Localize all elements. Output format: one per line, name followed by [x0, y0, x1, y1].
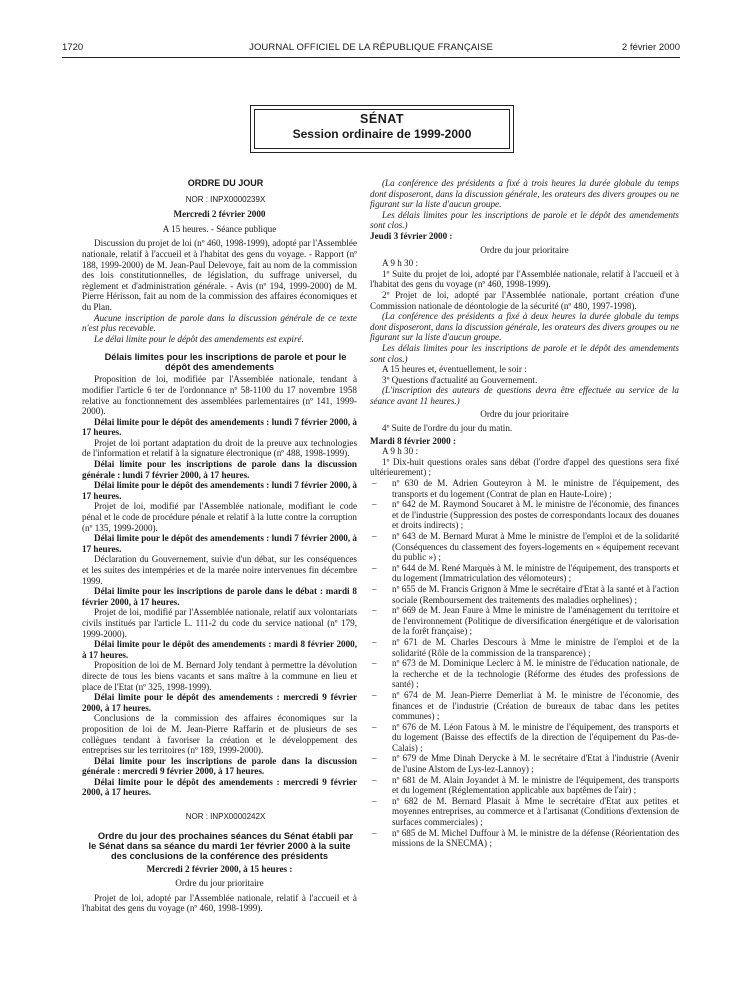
paragraph: Proposition de loi de M. Bernard Joly tendant à permettre la dévolution directe de tous les biens vacants et sans maître à la commune en lieu et place de l'Etat (nº 325, 1998-1999).	[82, 660, 357, 692]
session-time: A 15 heures. - Séance publique	[162, 223, 277, 234]
paragraph: Aucune inscription de parole dans la discussion générale de ce texte n'est plus recevable.	[82, 312, 357, 334]
question-text: nº 655 de M. Francis Grignon à Mme le secrétaire d'Etat à la santé et à l'action sociale (Remboursement des traitements des maladies orphelines) ;	[392, 583, 679, 605]
right-column	[370, 178, 679, 849]
list-item	[370, 796, 679, 828]
deadline: Délai limite pour le dépôt des amendements : mercredi 9 février 2000, à 17 heures.	[82, 776, 357, 798]
deadline: Délai limite pour les inscriptions de parole dans la discussion générale : lundi 7 février 2000, à 17 heures.	[82, 459, 357, 480]
paragraph: 3º Questions d'actualité au Gouvernement.	[382, 374, 538, 385]
dash-bullet: –	[372, 795, 377, 806]
paragraph: 2º Projet de loi, adopté par l'Assemblée nationale, portant création d'une Commission nationale de déontologie de la sécurité (nº 480, 1997-1998).	[370, 289, 679, 311]
paragraph: Proposition de loi, modifiée par l'Assemblée nationale, tendant à modifier l'article 6 ter de l'ordonnance nº 58-1100 du 17 novembre 1958 relative au fonctionnement des assemblées parlementaires (nº 141, 1999-2000).	[82, 374, 357, 417]
list-item	[370, 584, 679, 605]
list-item	[370, 722, 679, 754]
paragraph: 1º Suite du projet de loi, adopté par l'Assemblée nationale, relatif à l'accueil et à l'habitat des gens du voyage (nº 460, 1998-1999).	[370, 268, 679, 290]
paragraph: Projet de loi portant adaptation du droit de la preuve aux technologies de l'information et relatif à la signature électronique (nº 488, 1998-1999).	[82, 437, 357, 459]
deadline: Délai limite pour les inscriptions de parole dans la discussion générale : mercredi 9 février 2000, à 17 heures.	[82, 755, 357, 777]
paragraph: Projet de loi, modifié par l'Assemblée nationale, relatif aux volontariats civils institués par l'article L. 111-2 du code du service national (nº 179, 1999-2000).	[82, 607, 357, 639]
question-text: nº 643 de M. Bernard Murat à Mme le ministre de l'emploi et de la solidarité (Conséquences du classement des foyers-logements en « équipement recevant du public ») ;	[392, 531, 679, 563]
dash-bullet: –	[372, 636, 377, 647]
question-text: nº 671 de M. Charles Descours à Mme le ministre de l'emploi et de la solidarité (Rôle de la commission de la transparence) ;	[392, 636, 679, 658]
session-time: A 9 h 30 :	[382, 446, 418, 457]
deadline: Délai limite pour le dépôt des amendements : lundi 7 février 2000, à 17 heures.	[82, 416, 357, 438]
list-item	[370, 478, 679, 499]
list-item	[370, 531, 679, 563]
dash-bullet: –	[372, 478, 377, 489]
question-text: nº 642 de M. Raymond Soucaret à M. le ministre de l'économie, des finances et de l'industrie (Suppression des postes de correspondants locaux des douanes et droits indirects) ;	[392, 499, 679, 531]
nor-reference: NOR : INPX0000242X	[185, 812, 266, 822]
nor-reference: NOR : INPX0000239X	[185, 194, 266, 204]
dash-bullet: –	[372, 605, 377, 616]
paragraph: Déclaration du Gouvernement, suivie d'un débat, sur les conséquences et les suites des intempéries et de la marée noire intervenues fin décembre 1999.	[82, 554, 357, 586]
session-date: Mardi 8 février 2000 :	[370, 435, 456, 446]
list-item	[370, 605, 679, 637]
question-text: nº 644 de M. René Marquès à M. le ministre de l'équipement, des transports et du logement (Immatriculation des vélomoteurs) ;	[392, 562, 679, 584]
left-column	[82, 178, 357, 914]
paragraph: Le délai limite pour le dépôt des amendements est expiré.	[94, 333, 304, 344]
question-text: nº 681 de M. Alain Joyandet à M. le ministre de l'équipement, des transports et du logement (Réglementation applicable aux baptêmes de l'air) ;	[392, 774, 679, 796]
list-item	[370, 637, 679, 658]
list-item	[370, 753, 679, 774]
deadline: Délai limite pour le dépôt des amendements : lundi 7 février 2000, à 17 heures.	[82, 533, 357, 554]
question-text: nº 674 de M. Jean-Pierre Demerliat à M. le ministre de l'économie, des finances et de l'industrie (Création de bureaux de tabac dans les petites communes) ;	[392, 689, 679, 722]
deadline: Délai limite pour le dépôt des amendements : mercredi 9 février 2000, à 17 heures.	[82, 692, 357, 713]
question-text: nº 679 de Mme Dinah Derycke à M. le secrétaire d'Etat à l'industrie (Avenir de l'usine Alstom de Lys-lez-Lannoy) ;	[392, 753, 679, 775]
priority-heading: Ordre du jour prioritaire	[175, 878, 264, 889]
list-item	[370, 499, 679, 531]
session-date: Mercredi 2 février 2000, à 15 heures :	[146, 863, 293, 874]
paragraph: 4º Suite de l'ordre du jour du matin.	[382, 423, 513, 434]
deadline: Délai limite pour le dépôt des amendements : lundi 7 février 2000, à 17 heures.	[82, 480, 357, 501]
paragraph: Conclusions de la commission des affaires économiques sur la proposition de loi de M. Jean-Pierre Raffarin et de plusieurs de ses collègues tendant à favoriser la création et le développement des entreprises sur les territoires (nº 189, 1999-2000).	[82, 713, 357, 756]
paragraph: Les délais limites pour les inscriptions de parole et le dépôt des amendements sont clos.)	[370, 342, 679, 364]
banner-title: SÉNAT	[360, 112, 404, 126]
paragraph: (La conférence des présidents a fixé à deux heures la durée globale du temps dont disposeront, dans la discussion générale, les orateurs des divers groupes ou ne figurant sur la liste d'aucun groupe.	[370, 311, 679, 343]
session-date: Mercredi 2 février 2000	[173, 209, 266, 220]
session-time: A 9 h 30 :	[382, 258, 418, 269]
question-list	[370, 478, 679, 849]
list-item	[370, 658, 679, 690]
question-text: nº 673 de M. Dominique Leclerc à M. le ministre de l'éducation nationale, de la recherche et de la technologie (Réforme des études des professions de santé) ;	[392, 658, 679, 690]
dash-bullet: –	[372, 562, 377, 573]
paragraph: Discussion du projet de loi (nº 460, 1998-1999), adopté par l'Assemblée nationale, relatif à l'accueil et à l'habitat des gens du voyage. - Rapport (nº 188, 1999-2000) de M. Jean-Paul Delevoye, fait au nom de la commission des lois constitutionnelles, de législation, du suffrage universel, du règlement et d'administration générale. - Avis (nº 194, 1999-2000) de M. Pierre Hérisson, fait au nom de la commission des affaires économiques et du Plan.	[82, 238, 357, 312]
dash-bullet: –	[372, 774, 377, 785]
dash-bullet: –	[372, 721, 377, 732]
list-item	[370, 828, 679, 849]
priority-heading: Ordre du jour prioritaire	[480, 409, 569, 420]
journal-title: JOURNAL OFFICIEL DE LA RÉPUBLIQUE FRANÇAISE	[249, 42, 493, 53]
issue-date: 2 février 2000	[621, 42, 680, 53]
paragraph: Projet de loi, modifié par l'Assemblée nationale, modifiant le code pénal et le code de procédure pénale et relatif à la lutte contre la corruption (nº 135, 1999-2000).	[82, 501, 357, 533]
banner-subtitle: Session ordinaire de 1999-2000	[292, 127, 472, 141]
dash-bullet: –	[372, 689, 377, 700]
list-item	[370, 775, 679, 796]
agenda-title: ORDRE DU JOUR	[187, 178, 264, 188]
question-text: nº 685 de M. Michel Duffour à M. le ministre de la défense (Réorientation des missions de la SNECMA) ;	[392, 827, 679, 849]
list-item	[370, 563, 679, 584]
dash-bullet: –	[372, 531, 377, 541]
paragraph: Projet de loi, adopté par l'Assemblée nationale, relatif à l'accueil et à l'habitat des gens du voyage (nº 460, 1998-1999).	[82, 892, 357, 914]
dash-bullet: –	[372, 583, 377, 594]
dash-bullet: –	[372, 753, 377, 764]
session-time: A 15 heures et, éventuellement, le soir :	[382, 364, 527, 375]
deadline: Délai limite pour le dépôt des amendements : mardi 8 février 2000, à 17 heures.	[82, 639, 357, 660]
question-text: nº 669 de M. Jean Faure à Mme le ministre de l'aménagement du territoire et de l'environnement (Politique de diversification énergétique et de valorisation de la forêt française) ;	[392, 605, 679, 637]
deadline: Délai limite pour les inscriptions de parole dans le débat : mardi 8 février 2000, à 17 heures.	[82, 586, 357, 607]
page-number: 1720	[62, 42, 84, 53]
paragraph: (La conférence des présidents a fixé à trois heures la durée globale du temps dont disposeront, dans la discussion générale, les orateurs des divers groupes ou ne figurant sur la liste d'aucun groupe.	[370, 178, 679, 210]
section-heading: Ordre du jour des prochaines séances du Sénat établi par le Sénat dans sa séance du mardi 1er février 2000 à la suite des conclusions de la conférence des présidents	[88, 830, 354, 861]
header-rule	[62, 57, 680, 58]
section-heading: Délais limites pour les inscriptions de parole et pour le dépôt des amendements	[104, 352, 347, 373]
list-item	[370, 690, 679, 722]
priority-heading: Ordre du jour prioritaire	[480, 244, 569, 255]
paragraph: (L'inscription des auteurs de questions devra être effectuée au service de la séance avant 11 heures.)	[370, 385, 679, 406]
paragraph: Les délais limites pour les inscriptions de parole et le dépôt des amendements sont clos.)	[370, 209, 679, 231]
dash-bullet: –	[372, 658, 377, 669]
question-text: nº 676 de M. Léon Fatous à M. le ministre de l'équipement, des transports et du logement (Baisse des effectifs de la direction de l'équipement du Pas-de-Calais) ;	[392, 721, 679, 753]
question-text: nº 682 de M. Bernard Plasait à Mme le secrétaire d'Etat aux petites et moyennes entreprises, au commerce et à l'artisanat (Conditions d'extension de surfaces commerciales) ;	[392, 795, 679, 828]
dash-bullet: –	[372, 827, 377, 838]
page-header	[62, 42, 680, 56]
senate-banner	[250, 105, 514, 153]
session-date: Jeudi 3 février 2000 :	[370, 230, 453, 241]
paragraph: 1º Dix-huit questions orales sans débat (l'ordre d'appel des questions sera fixé ultérieurement) ;	[370, 456, 679, 478]
dash-bullet: –	[372, 499, 377, 510]
question-text: nº 630 de M. Adrien Gouteyron à M. le ministre de l'équipement, des transports et du logement (Contrat de plan en Haute-Loire) ;	[392, 478, 679, 499]
